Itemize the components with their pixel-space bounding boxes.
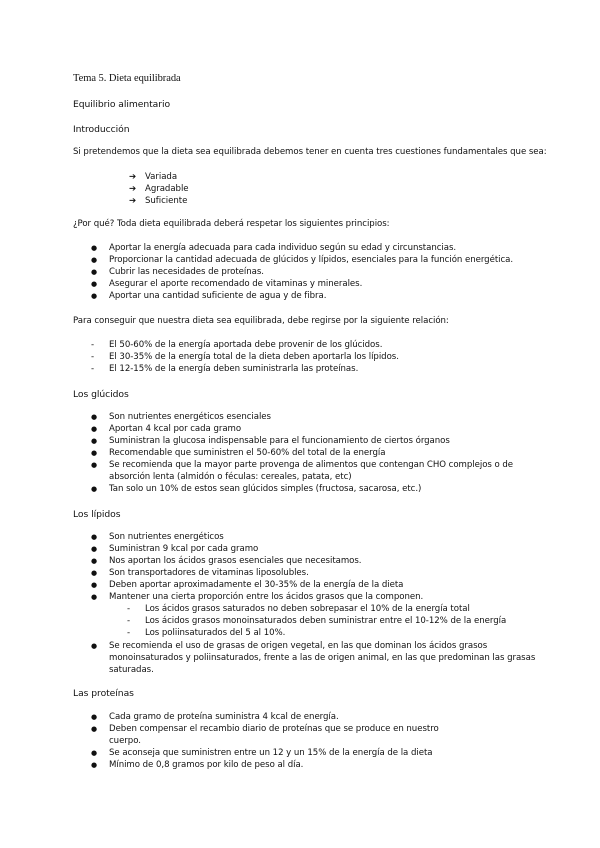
dash-marker: -	[127, 616, 131, 626]
arrow-icon: ➔	[129, 172, 137, 182]
lipidos-item: Se recomienda el uso de grasas de origen vegetal, en las que dominan los ácidos grasos	[109, 641, 488, 651]
proteinas-item: Mínimo de 0,8 gramos por kilo de peso al día.	[109, 760, 304, 770]
lipidos-subitem: Los ácidos grasos saturados no deben sobrepasar el 10% de la energía total	[145, 604, 470, 614]
relation-text: Para conseguir que nuestra dieta sea equilibrada, debe regirse por la siguiente relación:	[73, 316, 449, 326]
lipidos-item-continued: monoinsaturados y poliinsaturados, frente a las de origen animal, en las que predominan las grasas	[109, 653, 536, 663]
principle-item: Asegurar el aporte recomendado de vitaminas y minerales.	[109, 279, 363, 289]
intro-text: Si pretendemos que la dieta sea equilibrada debemos tener en cuenta tres cuestiones fundamentales que sea:	[73, 147, 547, 157]
glucidos-item: Tan solo un 10% de estos sean glúcidos simples (fructosa, sacarosa, etc.)	[109, 484, 422, 494]
proteinas-heading: Las proteínas	[73, 688, 134, 699]
lipidos-item: Son nutrientes energéticos	[109, 532, 224, 542]
relation-item: El 50-60% de la energía aportada debe provenir de los glúcidos.	[109, 340, 383, 350]
bullet-icon: ●	[91, 244, 98, 252]
bullet-icon: ●	[91, 581, 98, 589]
bullet-icon: ●	[91, 437, 98, 445]
principle-item: Proporcionar la cantidad adecuada de glúcidos y lípidos, esenciales para la función energética.	[109, 255, 514, 265]
glucidos-heading: Los glúcidos	[73, 389, 129, 400]
bullet-icon: ●	[91, 533, 98, 541]
dash-marker: -	[127, 604, 131, 614]
glucidos-item: Se recomienda que la mayor parte provenga de alimentos que contengan CHO complejos o de	[109, 460, 514, 470]
bullet-icon: ●	[91, 268, 98, 276]
lipidos-item: Nos aportan los ácidos grasos esenciales que necesitamos.	[109, 556, 362, 566]
proteinas-item-continued: cuerpo.	[109, 736, 141, 746]
lipidos-item: Son transportadores de vitaminas liposolubles.	[109, 568, 309, 578]
relation-item: El 12-15% de la energía deben suministrarla las proteínas.	[109, 364, 359, 374]
subtitle: Equilibrio alimentario	[73, 99, 171, 110]
proteinas-item: Se aconseja que suministren entre un 12 y un 15% de la energía de la dieta	[109, 748, 433, 758]
bullet-icon: ●	[91, 413, 98, 421]
principle-item: Aportar la energía adecuada para cada individuo según su edad y circunstancias.	[109, 243, 457, 253]
quality-item: Agradable	[145, 184, 189, 194]
bullet-icon: ●	[91, 749, 98, 757]
relation-item: El 30-35% de la energía total de la dieta deben aportarla los lípidos.	[109, 352, 399, 362]
glucidos-item: Son nutrientes energéticos esenciales	[109, 412, 271, 422]
bullet-icon: ●	[91, 545, 98, 553]
bullet-icon: ●	[91, 557, 98, 565]
lipidos-item: Deben aportar aproximadamente el 30-35% de la energía de la dieta	[109, 580, 404, 590]
lipidos-subitem: Los ácidos grasos monoinsaturados deben suministrar entre el 10-12% de la energía	[145, 616, 507, 626]
principle-item: Aportar una cantidad suficiente de agua y de fibra.	[109, 291, 327, 301]
glucidos-item: Aportan 4 kcal por cada gramo	[109, 424, 242, 434]
quality-item: Variada	[145, 172, 178, 182]
arrow-icon: ➔	[129, 196, 137, 206]
lipidos-subitem: Los poliinsaturados del 5 al 10%.	[145, 628, 286, 638]
bullet-icon: ●	[91, 725, 98, 733]
bullet-icon: ●	[91, 256, 98, 264]
why-text: ¿Por qué? Toda dieta equilibrada deberá respetar los siguientes principios:	[73, 219, 390, 229]
bullet-icon: ●	[91, 280, 98, 288]
lipidos-heading: Los lípidos	[73, 509, 121, 520]
bullet-icon: ●	[91, 292, 98, 300]
lipidos-item: Suministran 9 kcal por cada gramo	[109, 544, 259, 554]
document-title: Tema 5. Dieta equilibrada	[73, 73, 181, 84]
intro-heading: Introducción	[73, 124, 130, 135]
glucidos-item-continued: absorción lenta (almidón o féculas: cereales, patata, etc)	[109, 472, 352, 482]
proteinas-item: Cada gramo de proteína suministra 4 kcal de energía.	[109, 712, 339, 722]
quality-item: Suficiente	[145, 196, 188, 206]
bullet-icon: ●	[91, 461, 98, 469]
glucidos-item: Recomendable que suministren el 50-60% del total de la energía	[109, 448, 386, 458]
dash-marker: -	[91, 364, 95, 374]
bullet-icon: ●	[91, 761, 98, 769]
bullet-icon: ●	[91, 485, 98, 493]
bullet-icon: ●	[91, 569, 98, 577]
dash-marker: -	[127, 628, 131, 638]
glucidos-item: Suministran la glucosa indispensable para el funcionamiento de ciertos órganos	[109, 436, 450, 446]
proteinas-item: Deben compensar el recambio diario de proteínas que se produce en nuestro	[109, 724, 439, 734]
dash-marker: -	[91, 340, 95, 350]
bullet-icon: ●	[91, 593, 98, 601]
lipidos-item-continued: saturadas.	[109, 665, 154, 675]
bullet-icon: ●	[91, 449, 98, 457]
principle-item: Cubrir las necesidades de proteínas.	[109, 267, 264, 277]
arrow-icon: ➔	[129, 184, 137, 194]
dash-marker: -	[91, 352, 95, 362]
bullet-icon: ●	[91, 713, 98, 721]
lipidos-item: Mantener una cierta proporción entre los ácidos grasos que la componen.	[109, 592, 424, 602]
bullet-icon: ●	[91, 642, 98, 650]
bullet-icon: ●	[91, 425, 98, 433]
